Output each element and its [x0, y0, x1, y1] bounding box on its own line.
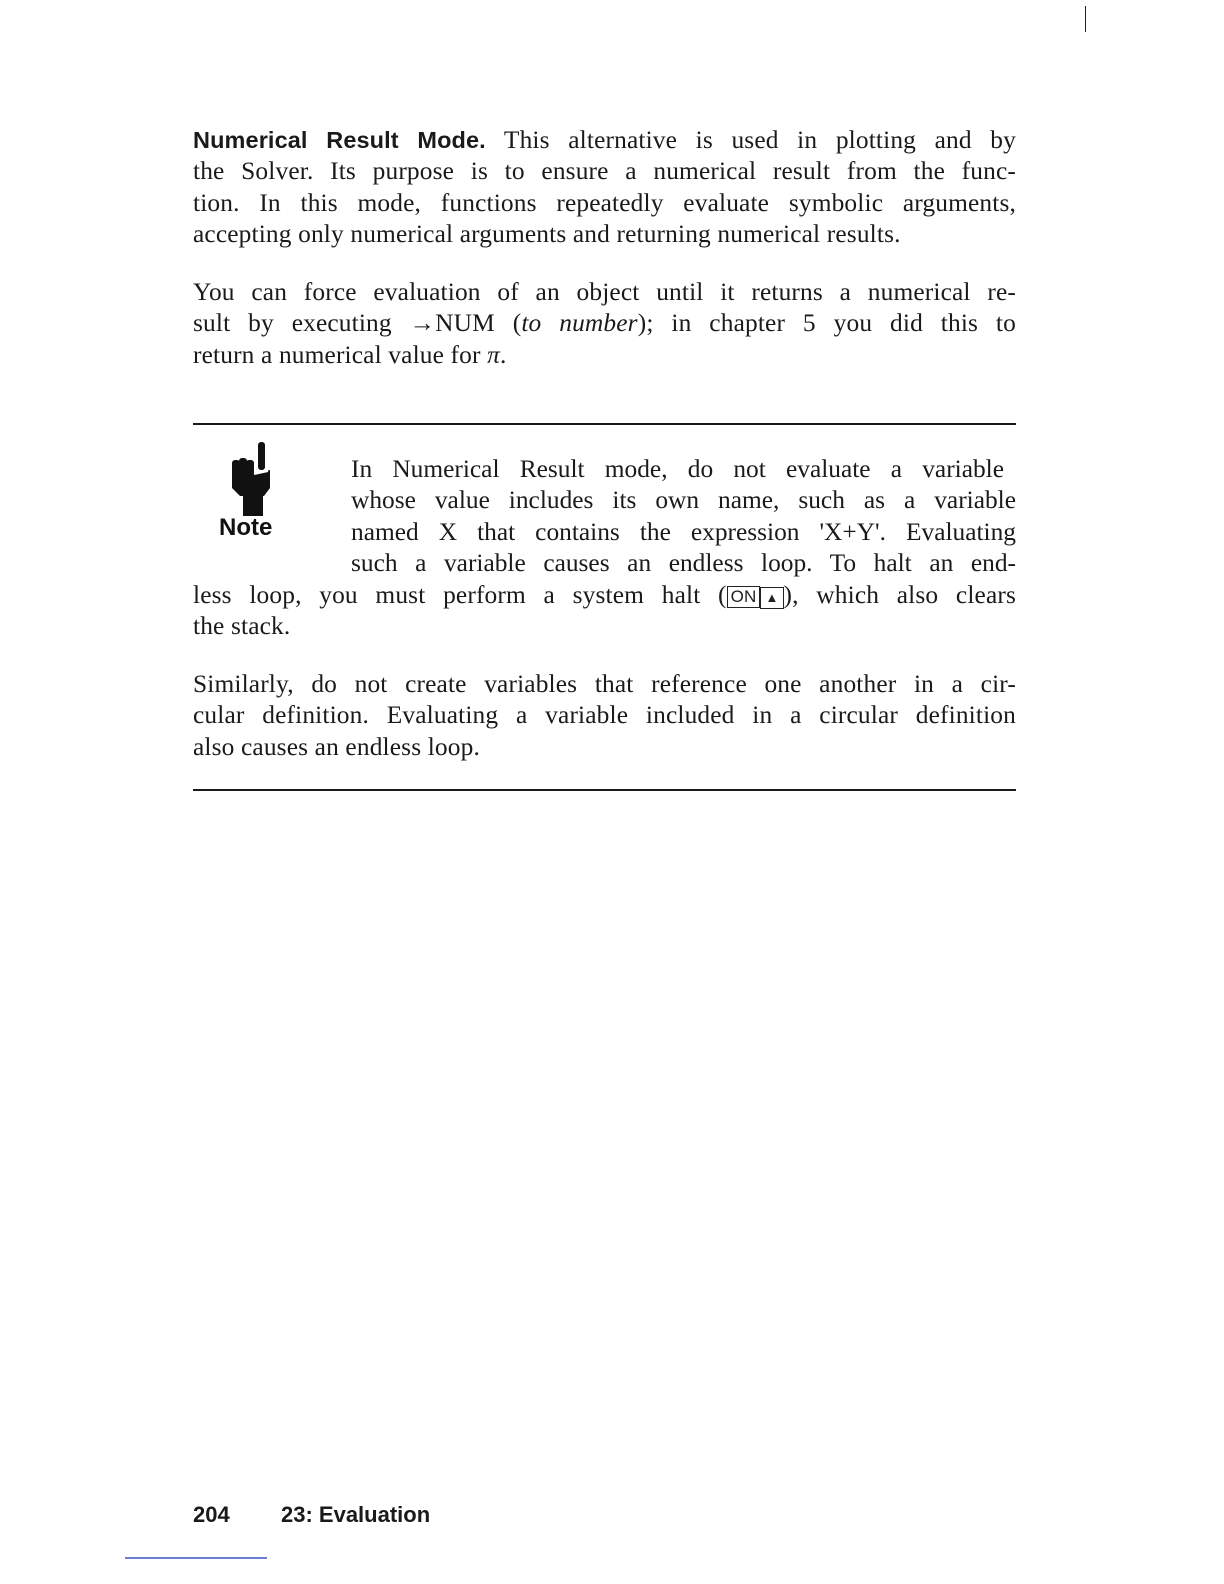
on-key: ON	[727, 586, 761, 608]
text-run: less loop, you must perform a system halt (	[193, 581, 727, 609]
pointing-hand-icon	[228, 440, 274, 518]
text-run: This alternative is used in plotting and by	[503, 126, 1016, 154]
pi-symbol: π	[487, 340, 500, 369]
note-top-rule	[193, 423, 1016, 425]
paragraph-line: cular definition. Evaluating a variable included in a circular definition	[193, 701, 1016, 730]
paragraph-line: the stack.	[193, 612, 291, 641]
page-number: 204	[193, 1502, 230, 1527]
text-run: return a numerical value for	[193, 340, 488, 369]
numerical-result-mode-paragraph	[193, 125, 1016, 251]
text-run: sult by executing →NUM (	[193, 309, 522, 338]
paragraph-line: named X that contains the expression 'X+Y'. Evaluating	[351, 517, 1016, 546]
runin-heading: Numerical Result Mode.	[193, 127, 486, 153]
paragraph-line: Similarly, do not create variables that reference one another in a cir-	[193, 670, 1016, 698]
text-run: ); in chapter 5 you did this to	[637, 309, 1016, 338]
paragraph-line: tion. In this mode, functions repeatedly evaluate symbolic arguments,	[193, 188, 1016, 217]
circular-definition-paragraph	[193, 669, 1016, 763]
bottom-edge-mark	[125, 1557, 267, 1559]
paragraph-line: You can force evaluation of an object until it returns a numerical re-	[193, 278, 1016, 306]
paragraph-line: also causes an endless loop.	[193, 732, 480, 761]
paragraph-line: the Solver. Its purpose is to ensure a numerical result from the func-	[193, 157, 1016, 186]
paragraph-line	[193, 125, 1016, 156]
paragraph-line: In Numerical Result mode, do not evaluate a variable	[351, 455, 1004, 483]
italic-text: to number	[521, 309, 638, 338]
crop-mark	[1085, 6, 1086, 32]
paragraph-line	[193, 340, 1016, 371]
force-evaluation-paragraph	[193, 277, 1016, 371]
text-run: .	[499, 340, 507, 369]
paragraph-line: whose value includes its own name, such as a variable	[351, 486, 1016, 515]
paragraph-line: such a variable causes an endless loop. To halt an end-	[351, 549, 1016, 578]
paragraph-line	[193, 580, 1016, 611]
text-run: ), which also clears	[783, 581, 1016, 609]
page-footer	[193, 1502, 430, 1528]
chapter-title: 23: Evaluation	[281, 1502, 431, 1527]
paragraph-line: accepting only numerical arguments and returning numerical results.	[193, 220, 901, 249]
note-label: Note	[219, 514, 273, 541]
note-continuation	[193, 580, 1016, 643]
note-indented-text	[351, 454, 1016, 580]
up-arrow-key: ▲	[760, 587, 783, 609]
paragraph-line	[193, 308, 1016, 339]
note-bottom-rule	[193, 789, 1016, 791]
